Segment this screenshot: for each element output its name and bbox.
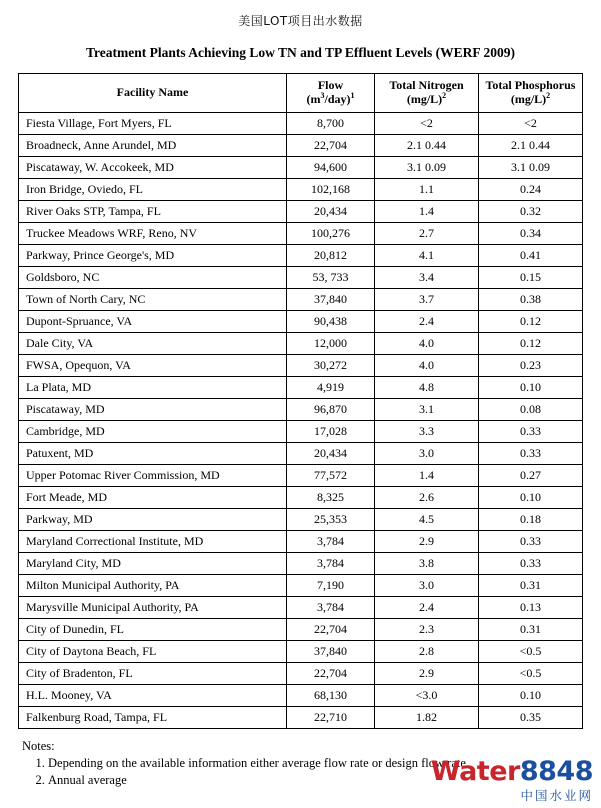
cell-total-phosphorus: 0.41 [479, 245, 583, 267]
watermark-subtitle: 中国水业网 [520, 788, 593, 803]
cell-total-phosphorus: <0.5 [479, 663, 583, 685]
cell-total-phosphorus: 0.10 [479, 487, 583, 509]
cell-flow: 20,434 [287, 201, 375, 223]
cell-flow: 4,919 [287, 377, 375, 399]
tn-footnote-2: 2 [442, 91, 447, 100]
table-row [19, 707, 583, 729]
cell-total-nitrogen: 2.8 [375, 641, 479, 663]
cell-facility-name: Dupont-Spruance, VA [19, 311, 287, 333]
cell-total-nitrogen: 2.6 [375, 487, 479, 509]
cell-flow: 77,572 [287, 465, 375, 487]
cell-total-nitrogen: 2.9 [375, 663, 479, 685]
table-row [19, 399, 583, 421]
table-row [19, 289, 583, 311]
cell-total-nitrogen: 2.9 [375, 531, 479, 553]
cell-flow: 53, 733 [287, 267, 375, 289]
cell-facility-name: City of Dunedin, FL [19, 619, 287, 641]
table-row [19, 663, 583, 685]
cell-total-phosphorus: 0.31 [479, 575, 583, 597]
cell-total-nitrogen: 1.1 [375, 179, 479, 201]
cell-total-nitrogen: 3.3 [375, 421, 479, 443]
cell-flow: 100,276 [287, 223, 375, 245]
cell-total-nitrogen: 4.0 [375, 355, 479, 377]
cell-flow: 22,710 [287, 707, 375, 729]
cell-flow: 37,840 [287, 641, 375, 663]
cell-total-nitrogen: 4.8 [375, 377, 479, 399]
cell-total-phosphorus: 0.34 [479, 223, 583, 245]
cell-facility-name: Fort Meade, MD [19, 487, 287, 509]
cell-total-nitrogen: 3.1 0.09 [375, 157, 479, 179]
cell-flow: 22,704 [287, 663, 375, 685]
cell-total-nitrogen: 4.0 [375, 333, 479, 355]
cell-flow: 94,600 [287, 157, 375, 179]
cell-flow: 20,812 [287, 245, 375, 267]
cell-flow: 17,028 [287, 421, 375, 443]
note-item: 1. Depending on the available information either average flow rate or design flow rate [48, 756, 601, 772]
cell-total-phosphorus: 0.23 [479, 355, 583, 377]
cell-flow: 30,272 [287, 355, 375, 377]
cell-facility-name: Town of North Cary, NC [19, 289, 287, 311]
cell-total-phosphorus: 2.1 0.44 [479, 135, 583, 157]
table-row [19, 531, 583, 553]
watermark-word: Water [430, 756, 520, 787]
table-body [19, 113, 583, 729]
cell-flow: 12,000 [287, 333, 375, 355]
cell-total-phosphorus: 0.13 [479, 597, 583, 619]
cell-total-phosphorus: 0.10 [479, 377, 583, 399]
table-row [19, 113, 583, 135]
cell-facility-name: Patuxent, MD [19, 443, 287, 465]
table-row [19, 421, 583, 443]
table-row [19, 201, 583, 223]
flow-label-line3: /day) [324, 92, 351, 106]
tp-label-line1: Total Phosphorus [485, 78, 576, 93]
column-header-total-nitrogen [375, 74, 479, 113]
notes-section [22, 739, 601, 788]
cell-facility-name: Maryland City, MD [19, 553, 287, 575]
table-header-row [19, 74, 583, 113]
effluent-data-table [18, 73, 583, 729]
table-row [19, 487, 583, 509]
notes-list [22, 756, 601, 788]
cell-facility-name: City of Daytona Beach, FL [19, 641, 287, 663]
table-row [19, 685, 583, 707]
cell-facility-name: Marysville Municipal Authority, PA [19, 597, 287, 619]
cell-facility-name: La Plata, MD [19, 377, 287, 399]
table-row [19, 641, 583, 663]
cell-flow: 20,434 [287, 443, 375, 465]
table-row [19, 509, 583, 531]
cell-total-nitrogen: 1.4 [375, 201, 479, 223]
table-row [19, 597, 583, 619]
table-row [19, 443, 583, 465]
tn-label-line2: (mg/L) [406, 92, 443, 106]
cell-flow: 25,353 [287, 509, 375, 531]
table-row [19, 245, 583, 267]
cell-total-phosphorus: 0.27 [479, 465, 583, 487]
cell-flow: 102,168 [287, 179, 375, 201]
cell-total-nitrogen: <3.0 [375, 685, 479, 707]
cell-facility-name: Parkway, Prince George's, MD [19, 245, 287, 267]
cell-total-nitrogen: 3.0 [375, 443, 479, 465]
flow-footnote-1: 1 [350, 91, 355, 100]
cell-total-nitrogen: 2.7 [375, 223, 479, 245]
table-row [19, 311, 583, 333]
cell-total-phosphorus: 0.38 [479, 289, 583, 311]
tp-footnote-2: 2 [546, 91, 551, 100]
table-row [19, 355, 583, 377]
cell-total-nitrogen: 1.82 [375, 707, 479, 729]
cell-total-nitrogen: 2.4 [375, 597, 479, 619]
table-row [19, 157, 583, 179]
cell-facility-name: City of Bradenton, FL [19, 663, 287, 685]
table-row [19, 333, 583, 355]
cell-total-phosphorus: 0.08 [479, 399, 583, 421]
column-header-facility: Facility Name [19, 74, 287, 113]
cell-total-phosphorus: 3.1 0.09 [479, 157, 583, 179]
cell-facility-name: Piscataway, W. Accokeek, MD [19, 157, 287, 179]
tn-label-line1: Total Nitrogen [389, 78, 464, 93]
table-row [19, 135, 583, 157]
tp-label-line2: (mg/L) [510, 92, 547, 106]
table-row [19, 267, 583, 289]
cell-flow: 22,704 [287, 619, 375, 641]
cell-facility-name: River Oaks STP, Tampa, FL [19, 201, 287, 223]
cell-total-nitrogen: 3.0 [375, 575, 479, 597]
table-row [19, 179, 583, 201]
table-row [19, 619, 583, 641]
table-row [19, 377, 583, 399]
cell-total-phosphorus: 0.33 [479, 421, 583, 443]
cell-total-phosphorus: <0.5 [479, 641, 583, 663]
table-row [19, 223, 583, 245]
cell-total-nitrogen: 2.4 [375, 311, 479, 333]
column-header-flow [287, 74, 375, 113]
cell-total-nitrogen: 1.4 [375, 465, 479, 487]
table-title: Treatment Plants Achieving Low TN and TP Effluent Levels (WERF 2009) [85, 45, 515, 60]
cell-facility-name: H.L. Mooney, VA [19, 685, 287, 707]
cell-flow: 7,190 [287, 575, 375, 597]
cell-total-nitrogen: 2.1 0.44 [375, 135, 479, 157]
cell-total-phosphorus: 0.15 [479, 267, 583, 289]
column-header-total-phosphorus [479, 74, 583, 113]
cell-total-phosphorus: 0.33 [479, 443, 583, 465]
cell-total-phosphorus: 0.33 [479, 531, 583, 553]
cell-total-phosphorus: 0.31 [479, 619, 583, 641]
cell-facility-name: Cambridge, MD [19, 421, 287, 443]
cell-flow: 68,130 [287, 685, 375, 707]
cell-facility-name: Parkway, MD [19, 509, 287, 531]
cell-total-phosphorus: <2 [479, 113, 583, 135]
cell-facility-name: Dale City, VA [19, 333, 287, 355]
cell-facility-name: Fiesta Village, Fort Myers, FL [19, 113, 287, 135]
table-row [19, 575, 583, 597]
flow-label-line2: (m [306, 92, 321, 106]
cell-total-nitrogen: 4.5 [375, 509, 479, 531]
flow-label-line1: Flow [317, 78, 344, 93]
cell-total-nitrogen: 2.3 [375, 619, 479, 641]
notes-label: Notes: [22, 739, 55, 753]
cell-total-phosphorus: 0.12 [479, 311, 583, 333]
cjk-caption: 美国LOT项目出水数据 [238, 14, 363, 28]
cell-facility-name: Truckee Meadows WRF, Reno, NV [19, 223, 287, 245]
cell-flow: 22,704 [287, 135, 375, 157]
cell-total-phosphorus: 0.10 [479, 685, 583, 707]
cell-total-nitrogen: 3.4 [375, 267, 479, 289]
cell-total-phosphorus: 0.35 [479, 707, 583, 729]
cell-flow: 96,870 [287, 399, 375, 421]
cell-flow: 8,325 [287, 487, 375, 509]
cell-facility-name: Maryland Correctional Institute, MD [19, 531, 287, 553]
cell-facility-name: Broadneck, Anne Arundel, MD [19, 135, 287, 157]
cell-facility-name: Falkenburg Road, Tampa, FL [19, 707, 287, 729]
cell-total-nitrogen: 3.8 [375, 553, 479, 575]
watermark-number: 8848 [519, 756, 593, 787]
cell-facility-name: Iron Bridge, Oviedo, FL [19, 179, 287, 201]
cell-total-phosphorus: 0.18 [479, 509, 583, 531]
cell-total-nitrogen: 4.1 [375, 245, 479, 267]
table-header [19, 74, 583, 113]
cell-facility-name: Goldsboro, NC [19, 267, 287, 289]
cell-facility-name: Upper Potomac River Commission, MD [19, 465, 287, 487]
cell-total-phosphorus: 0.12 [479, 333, 583, 355]
cell-total-nitrogen: <2 [375, 113, 479, 135]
cell-flow: 3,784 [287, 531, 375, 553]
cell-flow: 37,840 [287, 289, 375, 311]
cell-flow: 90,438 [287, 311, 375, 333]
cell-total-phosphorus: 0.33 [479, 553, 583, 575]
cell-total-phosphorus: 0.24 [479, 179, 583, 201]
cell-flow: 3,784 [287, 553, 375, 575]
cell-facility-name: Milton Municipal Authority, PA [19, 575, 287, 597]
cell-total-nitrogen: 3.1 [375, 399, 479, 421]
cell-total-phosphorus: 0.32 [479, 201, 583, 223]
table-row [19, 465, 583, 487]
cell-facility-name: FWSA, Opequon, VA [19, 355, 287, 377]
flow-superscript-3: 3 [320, 91, 325, 100]
cell-flow: 3,784 [287, 597, 375, 619]
cell-facility-name: Piscataway, MD [19, 399, 287, 421]
table-row [19, 553, 583, 575]
cell-flow: 8,700 [287, 113, 375, 135]
note-item: 2. Annual average [48, 773, 601, 789]
cell-total-nitrogen: 3.7 [375, 289, 479, 311]
